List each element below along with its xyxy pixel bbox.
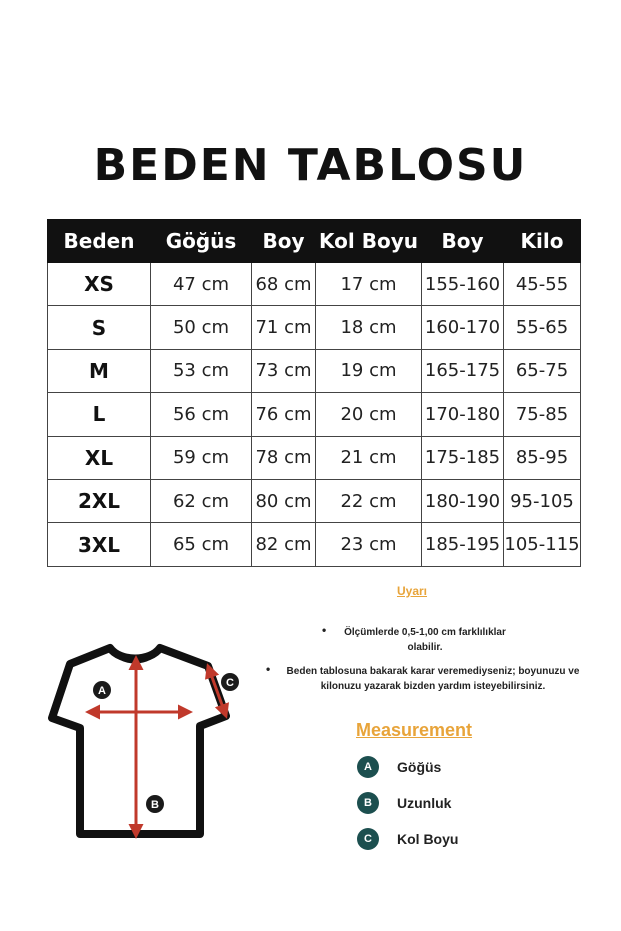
header-cell: Kilo <box>504 220 581 263</box>
warning-note <box>322 623 520 655</box>
table-cell: 45-55 <box>504 263 581 306</box>
warning-note <box>266 662 588 694</box>
marker-a <box>93 681 111 699</box>
legend-item-chest <box>357 756 441 778</box>
table-cell: 78 cm <box>252 436 316 479</box>
table-cell: 105-115 <box>504 523 581 566</box>
legend-badge: A <box>357 756 379 778</box>
table-cell: 85-95 <box>504 436 581 479</box>
legend-label: Uzunluk <box>397 795 452 811</box>
table-cell: 185-195 <box>422 523 504 566</box>
header-cell: Göğüs <box>151 220 252 263</box>
legend-badge: B <box>357 792 379 814</box>
table-cell: 73 cm <box>252 349 316 392</box>
table-cell: 56 cm <box>151 393 252 436</box>
table-cell: 59 cm <box>151 436 252 479</box>
table-cell: 155-160 <box>422 263 504 306</box>
size-cell: XL <box>48 436 151 479</box>
table-cell: 23 cm <box>316 523 422 566</box>
page-title: BEDEN TABLOSU <box>93 140 528 191</box>
table-cell: 76 cm <box>252 393 316 436</box>
header-cell: Beden <box>48 220 151 263</box>
table-header-row <box>48 220 581 263</box>
warning-note-text: Beden tablosuna bakarak karar veremediyseniz; boyunuzu ve kilonuzu yazarak bizden yardım isteyebilirsiniz. <box>286 666 580 692</box>
marker-a-label: A <box>98 685 106 697</box>
legend-item-sleeve <box>357 828 458 850</box>
table-cell: 65-75 <box>504 349 581 392</box>
table-cell: 47 cm <box>151 263 252 306</box>
bullet: • <box>322 623 327 637</box>
tshirt-outline <box>52 648 226 834</box>
marker-c <box>221 673 239 691</box>
table-cell: 165-175 <box>422 349 504 392</box>
header-cell: Kol Boyu <box>316 220 422 263</box>
marker-c-label: C <box>226 677 234 689</box>
size-cell: 3XL <box>48 523 151 566</box>
table-cell: 19 cm <box>316 349 422 392</box>
legend-item-length <box>357 792 451 814</box>
table-cell: 82 cm <box>252 523 316 566</box>
table-row <box>48 263 581 306</box>
table-row <box>48 349 581 392</box>
table-cell: 17 cm <box>316 263 422 306</box>
table-cell: 53 cm <box>151 349 252 392</box>
legend-label: Göğüs <box>397 759 442 775</box>
sleeve-arrow <box>208 666 226 716</box>
table-cell: 170-180 <box>422 393 504 436</box>
table-cell: 62 cm <box>151 479 252 522</box>
bullet: • <box>266 662 271 676</box>
table-cell: 160-170 <box>422 306 504 349</box>
header-cell: Boy <box>252 220 316 263</box>
table-row <box>48 306 581 349</box>
table-row <box>48 523 581 566</box>
table-cell: 22 cm <box>316 479 422 522</box>
size-cell: L <box>48 393 151 436</box>
table-cell: 75-85 <box>504 393 581 436</box>
measurement-title: Measurement <box>356 720 473 740</box>
table-cell: 95-105 <box>504 479 581 522</box>
table-cell: 20 cm <box>316 393 422 436</box>
table-cell: 175-185 <box>422 436 504 479</box>
size-cell: 2XL <box>48 479 151 522</box>
warning-note-text: Ölçümlerde 0,5-1,00 cm farklılıklar olabilir. <box>344 627 506 653</box>
table-cell: 71 cm <box>252 306 316 349</box>
size-cell: XS <box>48 263 151 306</box>
legend-badge: C <box>357 828 379 850</box>
legend-label: Kol Boyu <box>397 831 459 847</box>
table-cell: 21 cm <box>316 436 422 479</box>
size-chart-table <box>47 219 581 567</box>
tshirt-diagram-icon <box>40 636 250 846</box>
warning-title: Uyarı <box>396 584 428 598</box>
size-cell: S <box>48 306 151 349</box>
marker-b-label: B <box>151 799 159 811</box>
size-cell: M <box>48 349 151 392</box>
table-cell: 68 cm <box>252 263 316 306</box>
table-cell: 55-65 <box>504 306 581 349</box>
table-cell: 80 cm <box>252 479 316 522</box>
table-cell: 180-190 <box>422 479 504 522</box>
marker-b <box>146 795 164 813</box>
header-cell: Boy <box>422 220 504 263</box>
table-row <box>48 393 581 436</box>
table-row <box>48 436 581 479</box>
table-row <box>48 479 581 522</box>
table-cell: 18 cm <box>316 306 422 349</box>
table-cell: 50 cm <box>151 306 252 349</box>
table-cell: 65 cm <box>151 523 252 566</box>
